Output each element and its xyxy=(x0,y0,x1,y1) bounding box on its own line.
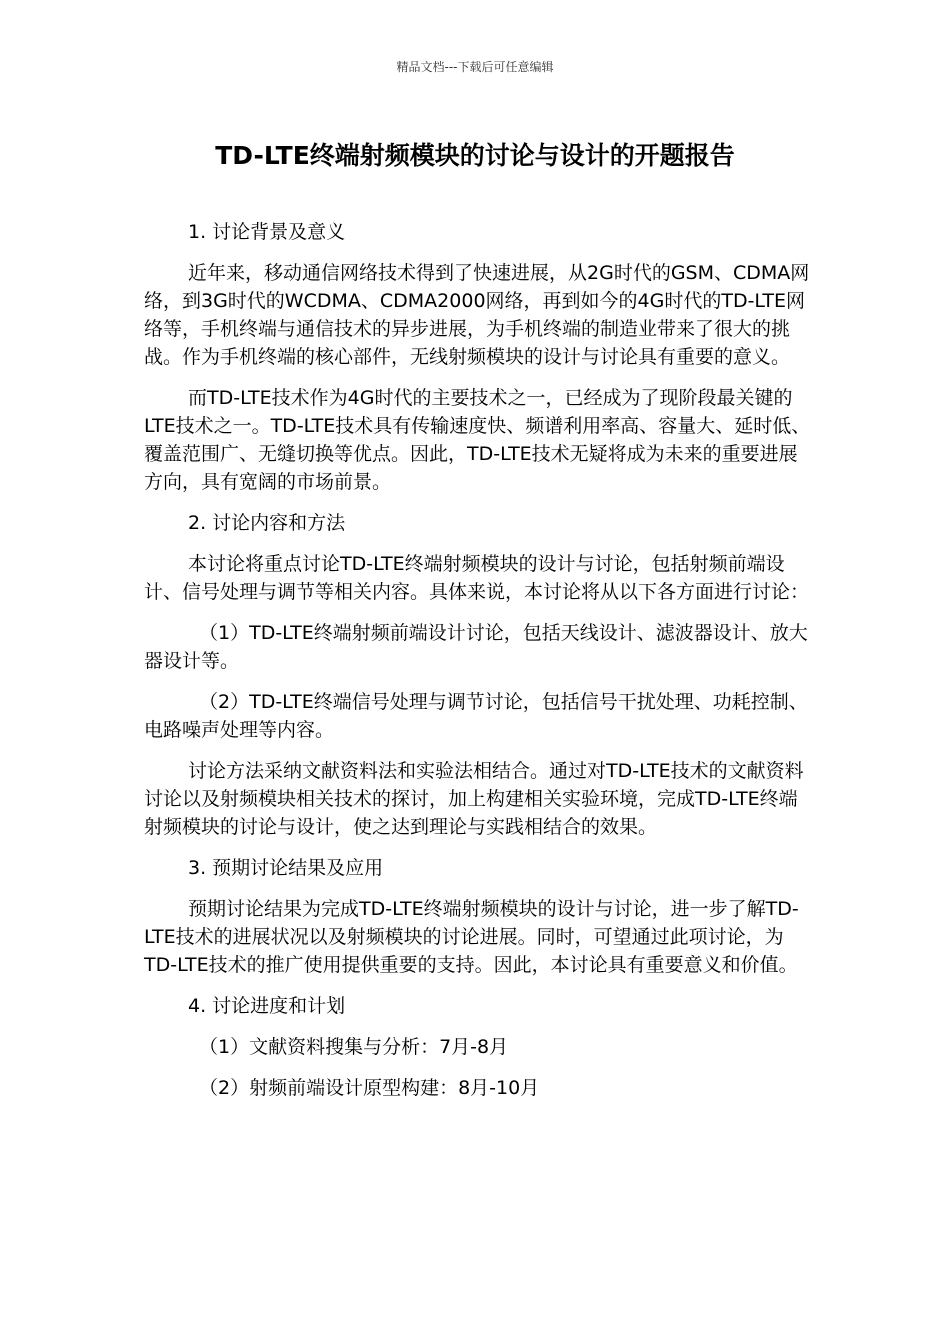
paragraph-content-intro: 本讨论将重点讨论TD-LTE终端射频模块的设计与讨论，包括射频前端设计、信号处理与调节等相关内容。具体来说，本讨论将从以下各方面进行讨论： xyxy=(144,553,810,603)
list-item-signal-processing: （2）TD-LTE终端信号处理与调节讨论，包括信号干扰处理、功耗控制、电路噪声处理等内容。 xyxy=(144,691,808,741)
list-item-rf-frontend: （1）TD-LTE终端射频前端设计讨论，包括天线设计、滤波器设计、放大器设计等。 xyxy=(144,622,808,672)
paragraph-background-1: 近年来，移动通信网络技术得到了快速进展，从2G时代的GSM、CDMA网络，到3G时代的WCDMA、CDMA2000网络，再到如今的4G时代的TD-LTE网络等，手机终端与通信技术的异步进展，为手机终端的制造业带来了很大的挑战。作为手机终端的核心部件，无线射频模块的设计与讨论具有重要的意义。 xyxy=(144,262,810,368)
paragraph-expected-results: 预期讨论结果为完成TD-LTE终端射频模块的设计与讨论，进一步了解TD-LTE技术的进展状况以及射频模块的讨论进展。同时，可望通过此项讨论，为TD-LTE技术的推广使用提供重要的支持。因此，本讨论具有重要意义和价值。 xyxy=(144,898,799,976)
section-heading-expected-results: 3. 预期讨论结果及应用 xyxy=(188,857,384,879)
document-body xyxy=(144,218,814,1115)
list-item-schedule-prototype: （2）射频前端设计原型构建：8月-10月 xyxy=(199,1077,540,1099)
section-heading-content-methods: 2. 讨论内容和方法 xyxy=(188,512,346,534)
page-header-note: 精品文档---下载后可任意编辑 xyxy=(396,60,554,74)
document-title: TD-LTE终端射频模块的讨论与设计的开题报告 xyxy=(215,141,735,170)
paragraph-background-2: 而TD-LTE技术作为4G时代的主要技术之一，已经成为了现阶段最关键的LTE技术之一。TD-LTE技术具有传输速度快、频谱利用率高、容量大、延时低、覆盖范围广、无缝切换等优点。因此，TD-LTE技术无疑将成为未来的重要进展方向，具有宽阔的市场前景。 xyxy=(144,387,811,493)
paragraph-methods: 讨论方法采纳文献资料法和实验法相结合。通过对TD-LTE技术的文献资料讨论以及射频模块相关技术的探讨，加上构建相关实验环境，完成TD-LTE终端射频模块的讨论与设计，使之达到理论与实践相结合的效果。 xyxy=(144,760,804,838)
section-heading-schedule: 4. 讨论进度和计划 xyxy=(188,995,346,1017)
section-heading-background: 1. 讨论背景及意义 xyxy=(188,221,346,243)
list-item-schedule-literature: （1）文献资料搜集与分析：7月-8月 xyxy=(199,1036,509,1058)
